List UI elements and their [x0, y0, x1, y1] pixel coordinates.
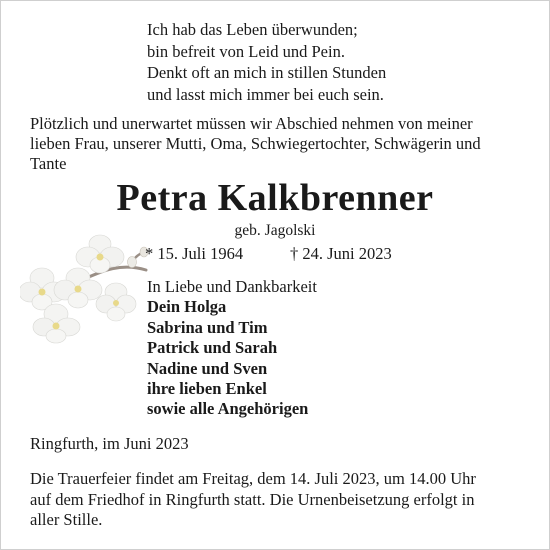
death-date: † 24. Juni 2023: [290, 244, 392, 263]
intro-line: Plötzlich und unerwartet müssen wir Abschied nehmen von meiner: [30, 114, 473, 133]
orchid-flower-icon: [20, 232, 150, 344]
mourner-name: ihre lieben Enkel: [147, 379, 267, 399]
mourner-name: Sabrina und Tim: [147, 317, 268, 337]
mourner-name: Nadine und Sven: [147, 358, 268, 378]
notice-line: aller Stille.: [30, 510, 103, 529]
poem: [147, 19, 386, 105]
mourner-name: Patrick und Sarah: [147, 338, 278, 358]
intro-line: lieben Frau, unserer Mutti, Oma, Schwiegertochter, Schwägerin und: [30, 134, 481, 153]
deceased-name: Petra Kalkbrenner: [116, 177, 434, 219]
notice-line: auf dem Friedhof in Ringfurth statt. Die Urnenbeisetzung erfolgt in: [30, 489, 475, 509]
funeral-notice: [30, 469, 530, 531]
mourner-name: Dein Holga: [147, 297, 227, 317]
mourner-name: sowie alle Angehörigen: [147, 399, 309, 419]
place-date: Ringfurth, im Juni 2023: [30, 434, 189, 453]
poem-line: Ich hab das Leben überwunden;: [147, 20, 358, 39]
poem-line: bin befreit von Leid und Pein.: [147, 41, 345, 61]
birth-date: * 15. Juli 1964: [145, 244, 244, 263]
maiden-name: geb. Jagolski: [234, 222, 316, 239]
mourners-list: [147, 277, 317, 420]
poem-line: und lasst mich immer bei euch sein.: [147, 84, 384, 104]
notice-line: Die Trauerfeier findet am Freitag, dem 14. Juli 2023, um 14.00 Uhr: [30, 469, 476, 488]
intro-text: [30, 114, 530, 174]
mourners-intro: In Liebe und Dankbarkeit: [147, 277, 317, 296]
poem-line: Denkt oft an mich in stillen Stunden: [147, 63, 387, 82]
intro-line: Tante: [30, 154, 67, 173]
